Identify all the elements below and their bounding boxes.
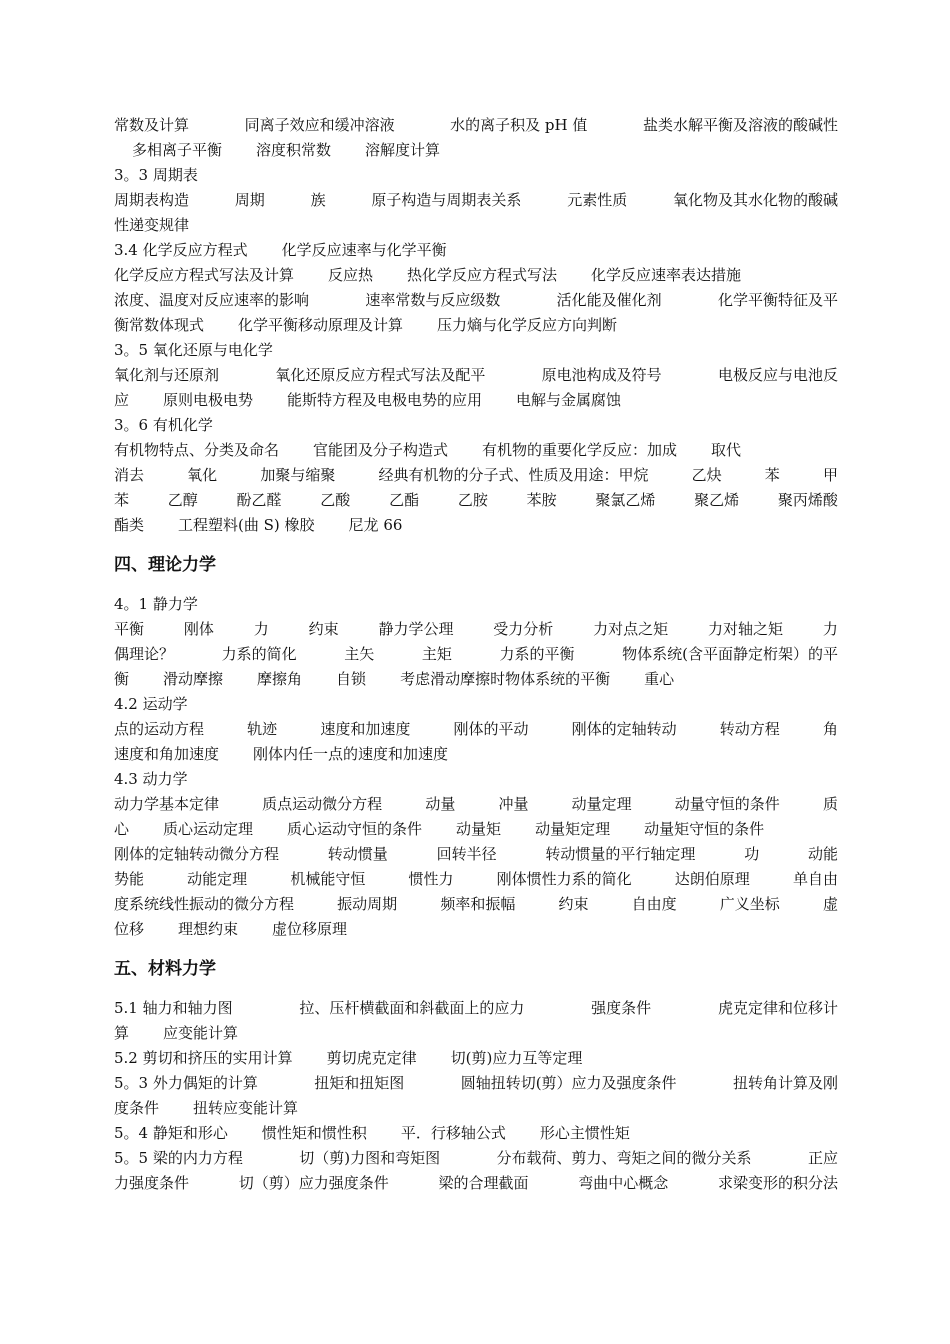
topic-term: 力强度条件 — [114, 1174, 190, 1192]
topic-term: 动量矩定理 — [535, 820, 611, 838]
topic-term: 虚 — [822, 895, 838, 913]
topic-term: 约束 — [558, 895, 589, 913]
topic-term: 刚体的定轴转动 — [571, 720, 677, 738]
topic-term: 水的离子积及 pH 值 — [450, 116, 588, 134]
topic-term: 性递变规律 — [114, 216, 190, 234]
topic-term: 摩擦角 — [257, 670, 303, 688]
text-line — [114, 438, 838, 463]
topic-term: 化学反应速率表达措施 — [591, 266, 742, 284]
document-page — [114, 113, 838, 1196]
text-line — [114, 767, 838, 792]
topic-term: 惯性力 — [408, 870, 454, 888]
text-line — [114, 338, 838, 363]
text-line — [114, 1046, 838, 1071]
topic-term: 应变能计算 — [163, 1024, 239, 1042]
topic-term: 力系的平衡 — [499, 645, 575, 663]
topic-term: 4.3 动力学 — [114, 770, 188, 788]
topic-term: 静力学公理 — [378, 620, 454, 638]
topic-term: 有机物的重要化学反应：加成 — [482, 441, 678, 459]
topic-term: 5.2 剪切和挤压的实用计算 — [114, 1049, 293, 1067]
topic-term: 角 — [822, 720, 838, 738]
topic-term: 位移 — [114, 920, 145, 938]
text-line — [114, 917, 838, 942]
topic-term: 理想约束 — [178, 920, 239, 938]
topic-term: 活化能及催化剂 — [556, 291, 662, 309]
text-line — [114, 1021, 838, 1046]
topic-term: 3。5 氧化还原与电化学 — [114, 341, 273, 359]
text-line — [114, 892, 838, 917]
topic-term: 5.1 轴力和轴力图 — [114, 999, 233, 1017]
topic-term: 扭转角计算及刚 — [732, 1074, 838, 1092]
topic-term: 官能团及分子构造式 — [313, 441, 449, 459]
text-line — [114, 1096, 838, 1121]
topic-term: 机械能守恒 — [290, 870, 366, 888]
text-line — [114, 388, 838, 413]
text-line — [114, 213, 838, 238]
topic-term: 原子构造与周期表关系 — [371, 191, 522, 209]
topic-term: 平．行移轴公式 — [400, 1124, 506, 1142]
topic-term: 虚位移原理 — [272, 920, 348, 938]
topic-term: 原电池构成及符号 — [541, 366, 662, 384]
topic-term: 弯曲中心概念 — [578, 1174, 669, 1192]
topic-term: 乙炔 — [691, 466, 722, 484]
topic-term: 扭转应变能计算 — [193, 1099, 299, 1117]
topic-term: 刚体内任一点的速度和加速度 — [253, 745, 449, 763]
topic-term: 5。3 外力偶矩的计算 — [114, 1074, 258, 1092]
topic-term: 动量 — [425, 795, 456, 813]
topic-term: 自由度 — [631, 895, 677, 913]
topic-term: 氧化还原反应方程式写法及配平 — [275, 366, 486, 384]
text-line — [114, 1121, 838, 1146]
topic-term: 化学平衡移动原理及计算 — [238, 316, 404, 334]
topic-term: 强度条件 — [591, 999, 652, 1017]
topic-term: 衡常数体现式 — [114, 316, 205, 334]
topic-term: 刚体的定轴转动微分方程 — [114, 845, 280, 863]
topic-term: 心 — [114, 820, 130, 838]
topic-term: 苯胺 — [526, 491, 557, 509]
topic-term: 原则电极电势 — [163, 391, 254, 409]
topic-term: 质心运动定理 — [163, 820, 254, 838]
section-gap — [114, 942, 838, 955]
topic-term: 衡 — [114, 670, 130, 688]
topic-term: 功 — [744, 845, 760, 863]
topic-term: 苯 — [764, 466, 780, 484]
topic-term: 冲量 — [498, 795, 529, 813]
topic-term: 频率和振幅 — [440, 895, 516, 913]
topic-term: 正应 — [807, 1149, 838, 1167]
topic-term: 振动周期 — [337, 895, 398, 913]
topic-term: 族 — [310, 191, 326, 209]
text-line — [114, 488, 838, 513]
topic-term: 受力分析 — [493, 620, 554, 638]
topic-term: 电极反应与电池反 — [717, 366, 838, 384]
text-line — [114, 642, 838, 667]
topic-term: 转动惯量 — [327, 845, 388, 863]
text-line — [114, 463, 838, 488]
text-line — [114, 817, 838, 842]
topic-term: 甲 — [822, 466, 838, 484]
topic-term: 工程塑料(曲 S) 橡胶 — [178, 516, 315, 534]
topic-term: 应 — [114, 391, 130, 409]
topic-term: 虎克定律和位移计 — [717, 999, 838, 1017]
topic-term: 化学反应方程式写法及计算 — [114, 266, 295, 284]
topic-term: 5。5 梁的内力方程 — [114, 1149, 243, 1167]
topic-term: 主矩 — [421, 645, 452, 663]
topic-term: 聚丙烯酸 — [777, 491, 838, 509]
text-line — [114, 163, 838, 188]
topic-term: 物体系统(含平面静定桁架）的平 — [622, 645, 838, 663]
topic-term: 切（剪）应力强度条件 — [238, 1174, 389, 1192]
topic-term: 度条件 — [114, 1099, 160, 1117]
section-gap — [114, 579, 838, 592]
text-line — [114, 263, 838, 288]
topic-term: 力系的简化 — [221, 645, 297, 663]
topic-term: 重心 — [644, 670, 675, 688]
topic-term: 刚体惯性力系的简化 — [496, 870, 632, 888]
topic-term: 4.2 运动学 — [114, 695, 188, 713]
topic-term: 有机物特点、分类及命名 — [114, 441, 280, 459]
topic-term: 聚乙烯 — [694, 491, 740, 509]
topic-term: 常数及计算 — [114, 116, 190, 134]
topic-term: 达朗伯原理 — [674, 870, 750, 888]
topic-term: 化学反应速率与化学平衡 — [281, 241, 447, 259]
text-line — [114, 1146, 838, 1171]
topic-term: 转动惯量的平行轴定理 — [545, 845, 696, 863]
topic-term: 取代 — [711, 441, 742, 459]
topic-term: 势能 — [114, 870, 145, 888]
topic-term: 3.4 化学反应方程式 — [114, 241, 248, 259]
text-line — [114, 238, 838, 263]
topic-term: 氧化剂与还原剂 — [114, 366, 220, 384]
topic-term: 求梁变形的积分法 — [717, 1174, 838, 1192]
topic-term: 电解与金属腐蚀 — [516, 391, 622, 409]
topic-term: 转动方程 — [719, 720, 780, 738]
topic-term: 盐类水解平衡及溶液的酸碱性 — [642, 116, 838, 134]
text-line — [114, 717, 838, 742]
topic-term: 扭矩和扭矩图 — [314, 1074, 405, 1092]
topic-term: 尼龙 66 — [348, 516, 403, 534]
topic-term: 质点运动微分方程 — [262, 795, 383, 813]
topic-term: 乙酯 — [389, 491, 420, 509]
topic-term: 周期 — [234, 191, 265, 209]
text-line — [114, 413, 838, 438]
section-heading: 五、材料力学 — [114, 959, 216, 979]
text-line — [114, 113, 838, 138]
topic-term: 周期表构造 — [114, 191, 190, 209]
topic-term: 氧化物及其水化物的酸碱 — [672, 191, 838, 209]
section-gap — [114, 538, 838, 551]
topic-term: 切（剪)力图和弯矩图 — [299, 1149, 441, 1167]
section-gap — [114, 983, 838, 996]
topic-term: 度系统线性振动的微分方程 — [114, 895, 295, 913]
topic-term: 广义坐标 — [719, 895, 780, 913]
text-line — [114, 1071, 838, 1096]
topic-term: 苯 — [114, 491, 130, 509]
topic-term: 动量矩守恒的条件 — [644, 820, 765, 838]
text-line — [114, 288, 838, 313]
topic-term: 动力学基本定律 — [114, 795, 220, 813]
section-heading: 四、理论力学 — [114, 555, 216, 575]
topic-term: 多相离子平衡 — [132, 141, 223, 159]
topic-term: 自锁 — [336, 670, 367, 688]
topic-term: 回转半径 — [436, 845, 497, 863]
topic-term: 点的运动方程 — [114, 720, 205, 738]
topic-term: 经典有机物的分子式、性质及用途：甲烷 — [378, 466, 649, 484]
topic-term: 分布载荷、剪力、弯矩之间的微分关系 — [496, 1149, 752, 1167]
text-line — [114, 592, 838, 617]
topic-term: 力对点之矩 — [593, 620, 669, 638]
topic-term: 乙醇 — [167, 491, 198, 509]
topic-term: 动量矩 — [456, 820, 502, 838]
topic-term: 元素性质 — [567, 191, 628, 209]
topic-term: 能斯特方程及电极电势的应用 — [287, 391, 483, 409]
topic-term: 主矢 — [344, 645, 375, 663]
topic-term: 消去 — [114, 466, 145, 484]
text-line — [114, 617, 838, 642]
text-line — [114, 742, 838, 767]
topic-term: 动量定理 — [571, 795, 632, 813]
topic-term: 动能 — [807, 845, 838, 863]
topic-term: 力 — [822, 620, 838, 638]
topic-term: 偶理论？ — [114, 645, 175, 663]
topic-term: 速度和角加速度 — [114, 745, 220, 763]
topic-term: 5。4 静矩和形心 — [114, 1124, 228, 1142]
text-line — [114, 667, 838, 692]
text-line — [114, 867, 838, 892]
topic-term: 热化学反应方程式写法 — [407, 266, 558, 284]
topic-term: 剪切虎克定律 — [326, 1049, 417, 1067]
topic-term: 拉、压杆横截面和斜截面上的应力 — [299, 999, 525, 1017]
topic-term: 动能定理 — [187, 870, 248, 888]
topic-term: 压力熵与化学反应方向判断 — [437, 316, 618, 334]
topic-term: 刚体 — [183, 620, 214, 638]
topic-term: 3。6 有机化学 — [114, 416, 213, 434]
text-line — [114, 1171, 838, 1196]
topic-term: 约束 — [308, 620, 339, 638]
topic-term: 轨迹 — [247, 720, 278, 738]
topic-term: 滑动摩擦 — [163, 670, 224, 688]
text-line — [114, 996, 838, 1021]
topic-term: 氧化 — [187, 466, 218, 484]
topic-term: 溶解度计算 — [365, 141, 441, 159]
topic-term: 酯类 — [114, 516, 145, 534]
topic-term: 反应热 — [328, 266, 374, 284]
topic-term: 质心运动守恒的条件 — [287, 820, 423, 838]
topic-term: 形心主惯性矩 — [539, 1124, 630, 1142]
topic-term: 速率常数与反应级数 — [365, 291, 501, 309]
text-line — [114, 138, 838, 163]
topic-term: 圆轴扭转切(剪）应力及强度条件 — [460, 1074, 677, 1092]
topic-term: 速度和加速度 — [320, 720, 411, 738]
topic-term: 质 — [822, 795, 838, 813]
topic-term: 溶度积常数 — [256, 141, 332, 159]
topic-term: 惯性矩和惯性积 — [261, 1124, 367, 1142]
text-line — [114, 363, 838, 388]
text-line — [114, 692, 838, 717]
topic-term: 聚氯乙烯 — [595, 491, 656, 509]
topic-term: 酚乙醛 — [236, 491, 282, 509]
topic-term: 3。3 周期表 — [114, 166, 198, 184]
text-line — [114, 188, 838, 213]
topic-term: 平衡 — [114, 620, 145, 638]
topic-term: 算 — [114, 1024, 130, 1042]
topic-term: 刚体的平动 — [453, 720, 529, 738]
topic-term: 乙胺 — [457, 491, 488, 509]
topic-term: 化学平衡特征及平 — [717, 291, 838, 309]
topic-term: 单自由 — [792, 870, 838, 888]
text-line — [114, 313, 838, 338]
text-line — [114, 792, 838, 817]
topic-term: 乙酸 — [320, 491, 351, 509]
topic-term: 考虑滑动摩擦时物体系统的平衡 — [400, 670, 611, 688]
topic-term: 加聚与缩聚 — [260, 466, 336, 484]
topic-term: 力对轴之矩 — [708, 620, 784, 638]
text-line — [114, 842, 838, 867]
topic-term: 梁的合理截面 — [438, 1174, 529, 1192]
topic-term: 4。1 静力学 — [114, 595, 198, 613]
text-line — [114, 513, 838, 538]
topic-term: 切(剪)应力互等定理 — [450, 1049, 583, 1067]
topic-term: 动量守恒的条件 — [674, 795, 780, 813]
topic-term: 同离子效应和缓冲溶液 — [244, 116, 395, 134]
topic-term: 力 — [253, 620, 269, 638]
topic-term: 浓度、温度对反应速率的影响 — [114, 291, 310, 309]
